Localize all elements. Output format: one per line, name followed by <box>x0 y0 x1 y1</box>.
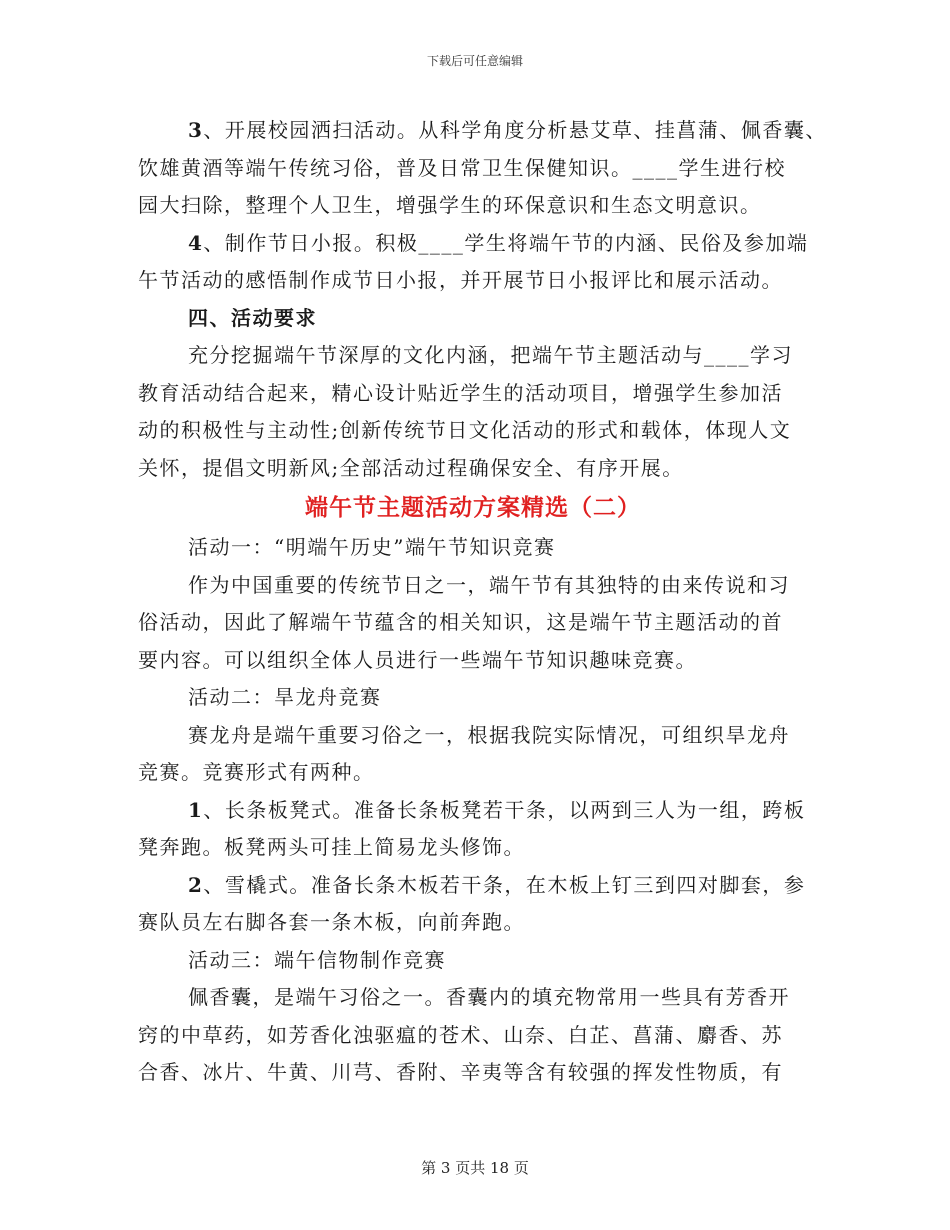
paragraph-line: 午节活动的感悟制作成节日小报，并开展节日小报评比和展示活动。 <box>138 268 783 292</box>
paragraph-line: 2、雪橇式。准备长条木板若干条，在木板上钉三到四对脚套，参 <box>188 872 806 897</box>
paragraph-line: 动的积极性与主动性;创新传统节日文化活动的形式和载体，体现人文 <box>138 418 792 442</box>
paragraph-line: 要内容。可以组织全体人员进行一些端午节知识趣味竞赛。 <box>138 647 697 672</box>
list-number: 4 <box>188 230 204 255</box>
paragraph-line: 佩香囊，是端午习俗之一。香囊内的填充物常用一些具有芳香开 <box>188 985 790 1009</box>
section-heading: 四、活动要求 <box>188 305 317 330</box>
list-number: 2 <box>188 872 204 897</box>
paragraph-line: 园大扫除，整理个人卫生，增强学生的环保意识和生态文明意识。 <box>138 193 762 217</box>
document-body <box>138 112 827 1092</box>
paragraph-line: 1、长条板凳式。准备长条板凳若干条，以两到三人为一组，跨板 <box>188 797 806 822</box>
page-header: 下载后可任意编辑 <box>426 54 523 68</box>
paragraph-line: 凳奔跑。板凳两头可挂上简易龙头修饰。 <box>138 835 525 859</box>
paragraph-line: 作为中国重要的传统节日之一，端午节有其独特的由来传说和习 <box>188 572 790 597</box>
paragraph-line: 活动二：旱龙舟竞赛 <box>188 685 382 709</box>
paragraph-line: 3、开展校园洒扫活动。从科学角度分析悬艾草、挂菖蒲、佩香囊、 <box>188 118 827 142</box>
paragraph-line: 俗活动，因此了解端午节蕴含的相关知识，这是端午节主题活动的首 <box>138 610 783 634</box>
paragraph-line: 活动三：端午信物制作竞赛 <box>188 947 446 972</box>
page-footer: 第 3 页共 18 页 <box>421 1159 529 1177</box>
paragraph-line: 窍的中草药，如芳香化浊驱瘟的苍术、山奈、白芷、菖蒲、麝香、苏 <box>138 1022 783 1047</box>
paragraph-line: 关怀，提倡文明新风;全部活动过程确保安全、有序开展。 <box>138 455 684 480</box>
list-number: 3 <box>188 118 204 142</box>
paragraph-line: 竞赛。竞赛形式有两种。 <box>138 760 375 784</box>
paragraph-line: 合香、冰片、牛黄、川芎、香附、辛夷等含有较强的挥发性物质，有 <box>138 1060 783 1084</box>
section-title: 端午节主题活动方案精选（二） <box>305 495 641 521</box>
paragraph-line: 活动一：“明端午历史”端午节知识竞赛 <box>188 535 556 559</box>
paragraph-line: 赛龙舟是端午重要习俗之一，根据我院实际情况，可组织旱龙舟 <box>188 722 790 747</box>
paragraph-line: 4、制作节日小报。积极____学生将端午节的内涵、民俗及参加端 <box>188 230 809 255</box>
paragraph-line: 赛队员左右脚各套一条木板，向前奔跑。 <box>138 910 525 934</box>
paragraph-line: 充分挖掘端午节深厚的文化内涵，把端午节主题活动与____学习 <box>188 343 793 367</box>
paragraph-line: 教育活动结合起来，精心设计贴近学生的活动项目，增强学生参加活 <box>138 380 783 405</box>
list-number: 1 <box>188 797 204 822</box>
paragraph-line: 饮雄黄酒等端午传统习俗，普及日常卫生保健知识。____学生进行校 <box>138 155 786 180</box>
